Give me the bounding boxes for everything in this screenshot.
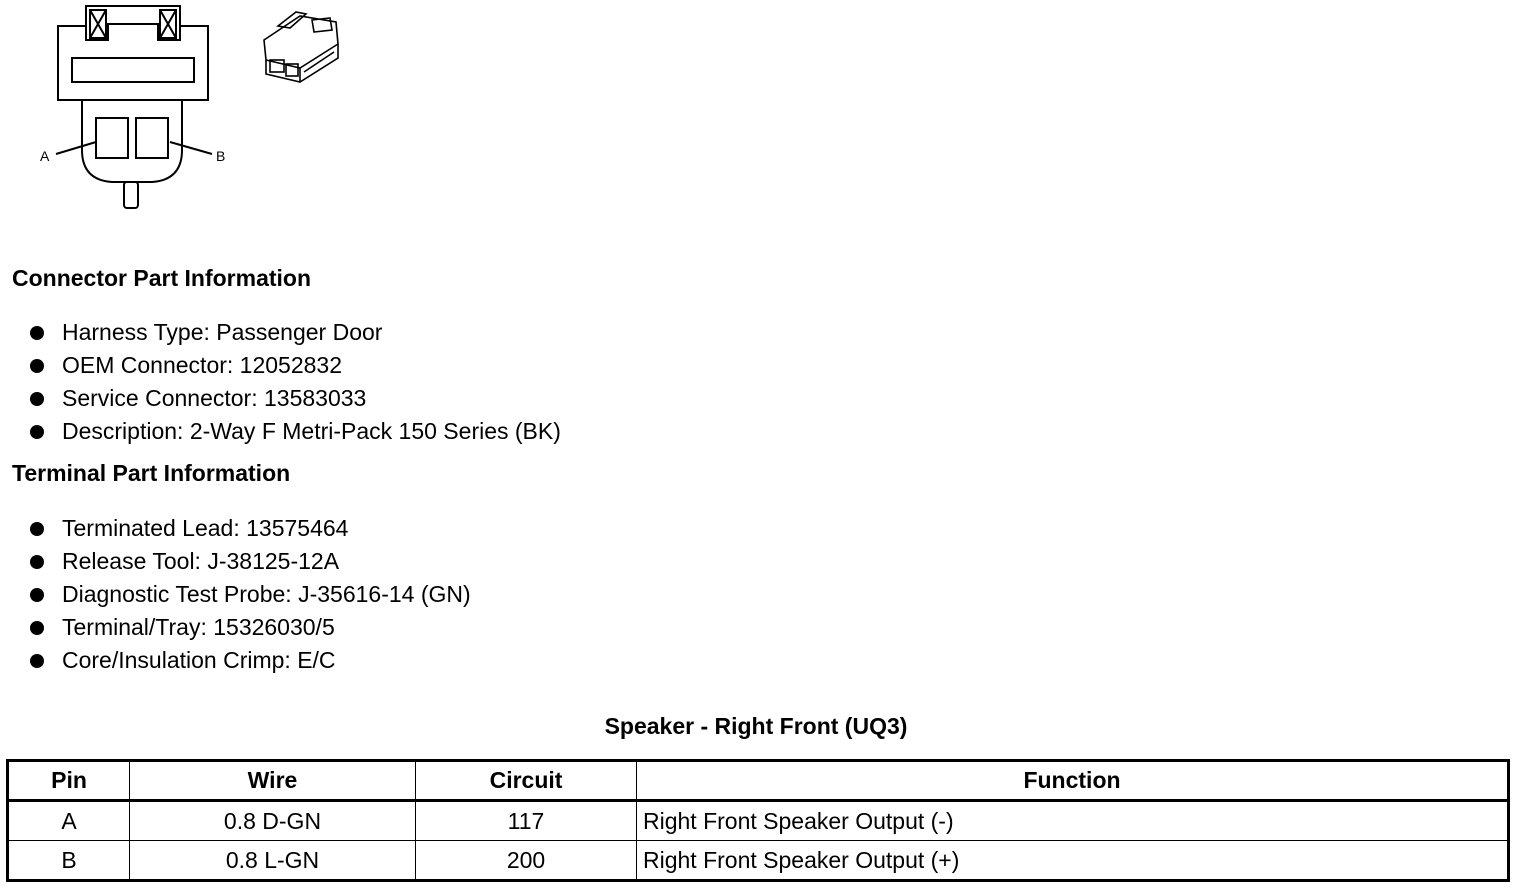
cell-circuit: 117 — [416, 801, 637, 841]
connector-part-heading: Connector Part Information — [12, 265, 312, 291]
header-pin: Pin — [8, 761, 130, 801]
terminal-part-heading: Terminal Part Information — [12, 460, 291, 486]
cell-pin: A — [8, 801, 130, 841]
bullet-icon — [30, 621, 44, 635]
cell-function: Right Front Speaker Output (+) — [637, 841, 1509, 881]
header-function: Function — [637, 761, 1509, 801]
bullet-icon — [30, 654, 44, 668]
cell-wire: 0.8 L-GN — [130, 841, 416, 881]
connector-illustration — [0, 0, 360, 225]
connector-diagram — [0, 0, 360, 225]
bullet-icon — [30, 555, 44, 569]
pin-b-label: B — [216, 148, 226, 164]
release-tool-text: Release Tool: J-38125-12A — [62, 548, 340, 574]
connector-face-view — [56, 6, 212, 208]
bullet-icon — [30, 392, 44, 406]
connector-isometric-view — [264, 12, 338, 82]
table-header-row — [8, 761, 1509, 801]
service-connector-text: Service Connector: 13583033 — [62, 385, 367, 411]
cell-pin: B — [8, 841, 130, 881]
terminal-tray-text: Terminal/Tray: 15326030/5 — [62, 614, 335, 640]
header-circuit: Circuit — [416, 761, 637, 801]
terminated-lead-text: Terminated Lead: 13575464 — [62, 515, 349, 541]
pin-table — [6, 759, 1510, 882]
harness-type-text: Harness Type: Passenger Door — [62, 319, 383, 345]
test-probe-text: Diagnostic Test Probe: J-35616-14 (GN) — [62, 581, 471, 607]
crimp-text: Core/Insulation Crimp: E/C — [62, 647, 336, 673]
bullet-icon — [30, 425, 44, 439]
cell-wire: 0.8 D-GN — [130, 801, 416, 841]
bullet-icon — [30, 326, 44, 340]
table-row — [8, 841, 1509, 881]
bullet-icon — [30, 522, 44, 536]
table-title: Speaker - Right Front (UQ3) — [604, 713, 908, 739]
bullet-icon — [30, 588, 44, 602]
cell-function: Right Front Speaker Output (-) — [637, 801, 1509, 841]
description-text: Description: 2-Way F Metri-Pack 150 Series (BK) — [62, 418, 561, 444]
oem-connector-text: OEM Connector: 12052832 — [62, 352, 343, 378]
table-row — [8, 801, 1509, 841]
header-wire: Wire — [130, 761, 416, 801]
bullet-icon — [30, 359, 44, 373]
pin-a-label: A — [40, 148, 50, 164]
cell-circuit: 200 — [416, 841, 637, 881]
